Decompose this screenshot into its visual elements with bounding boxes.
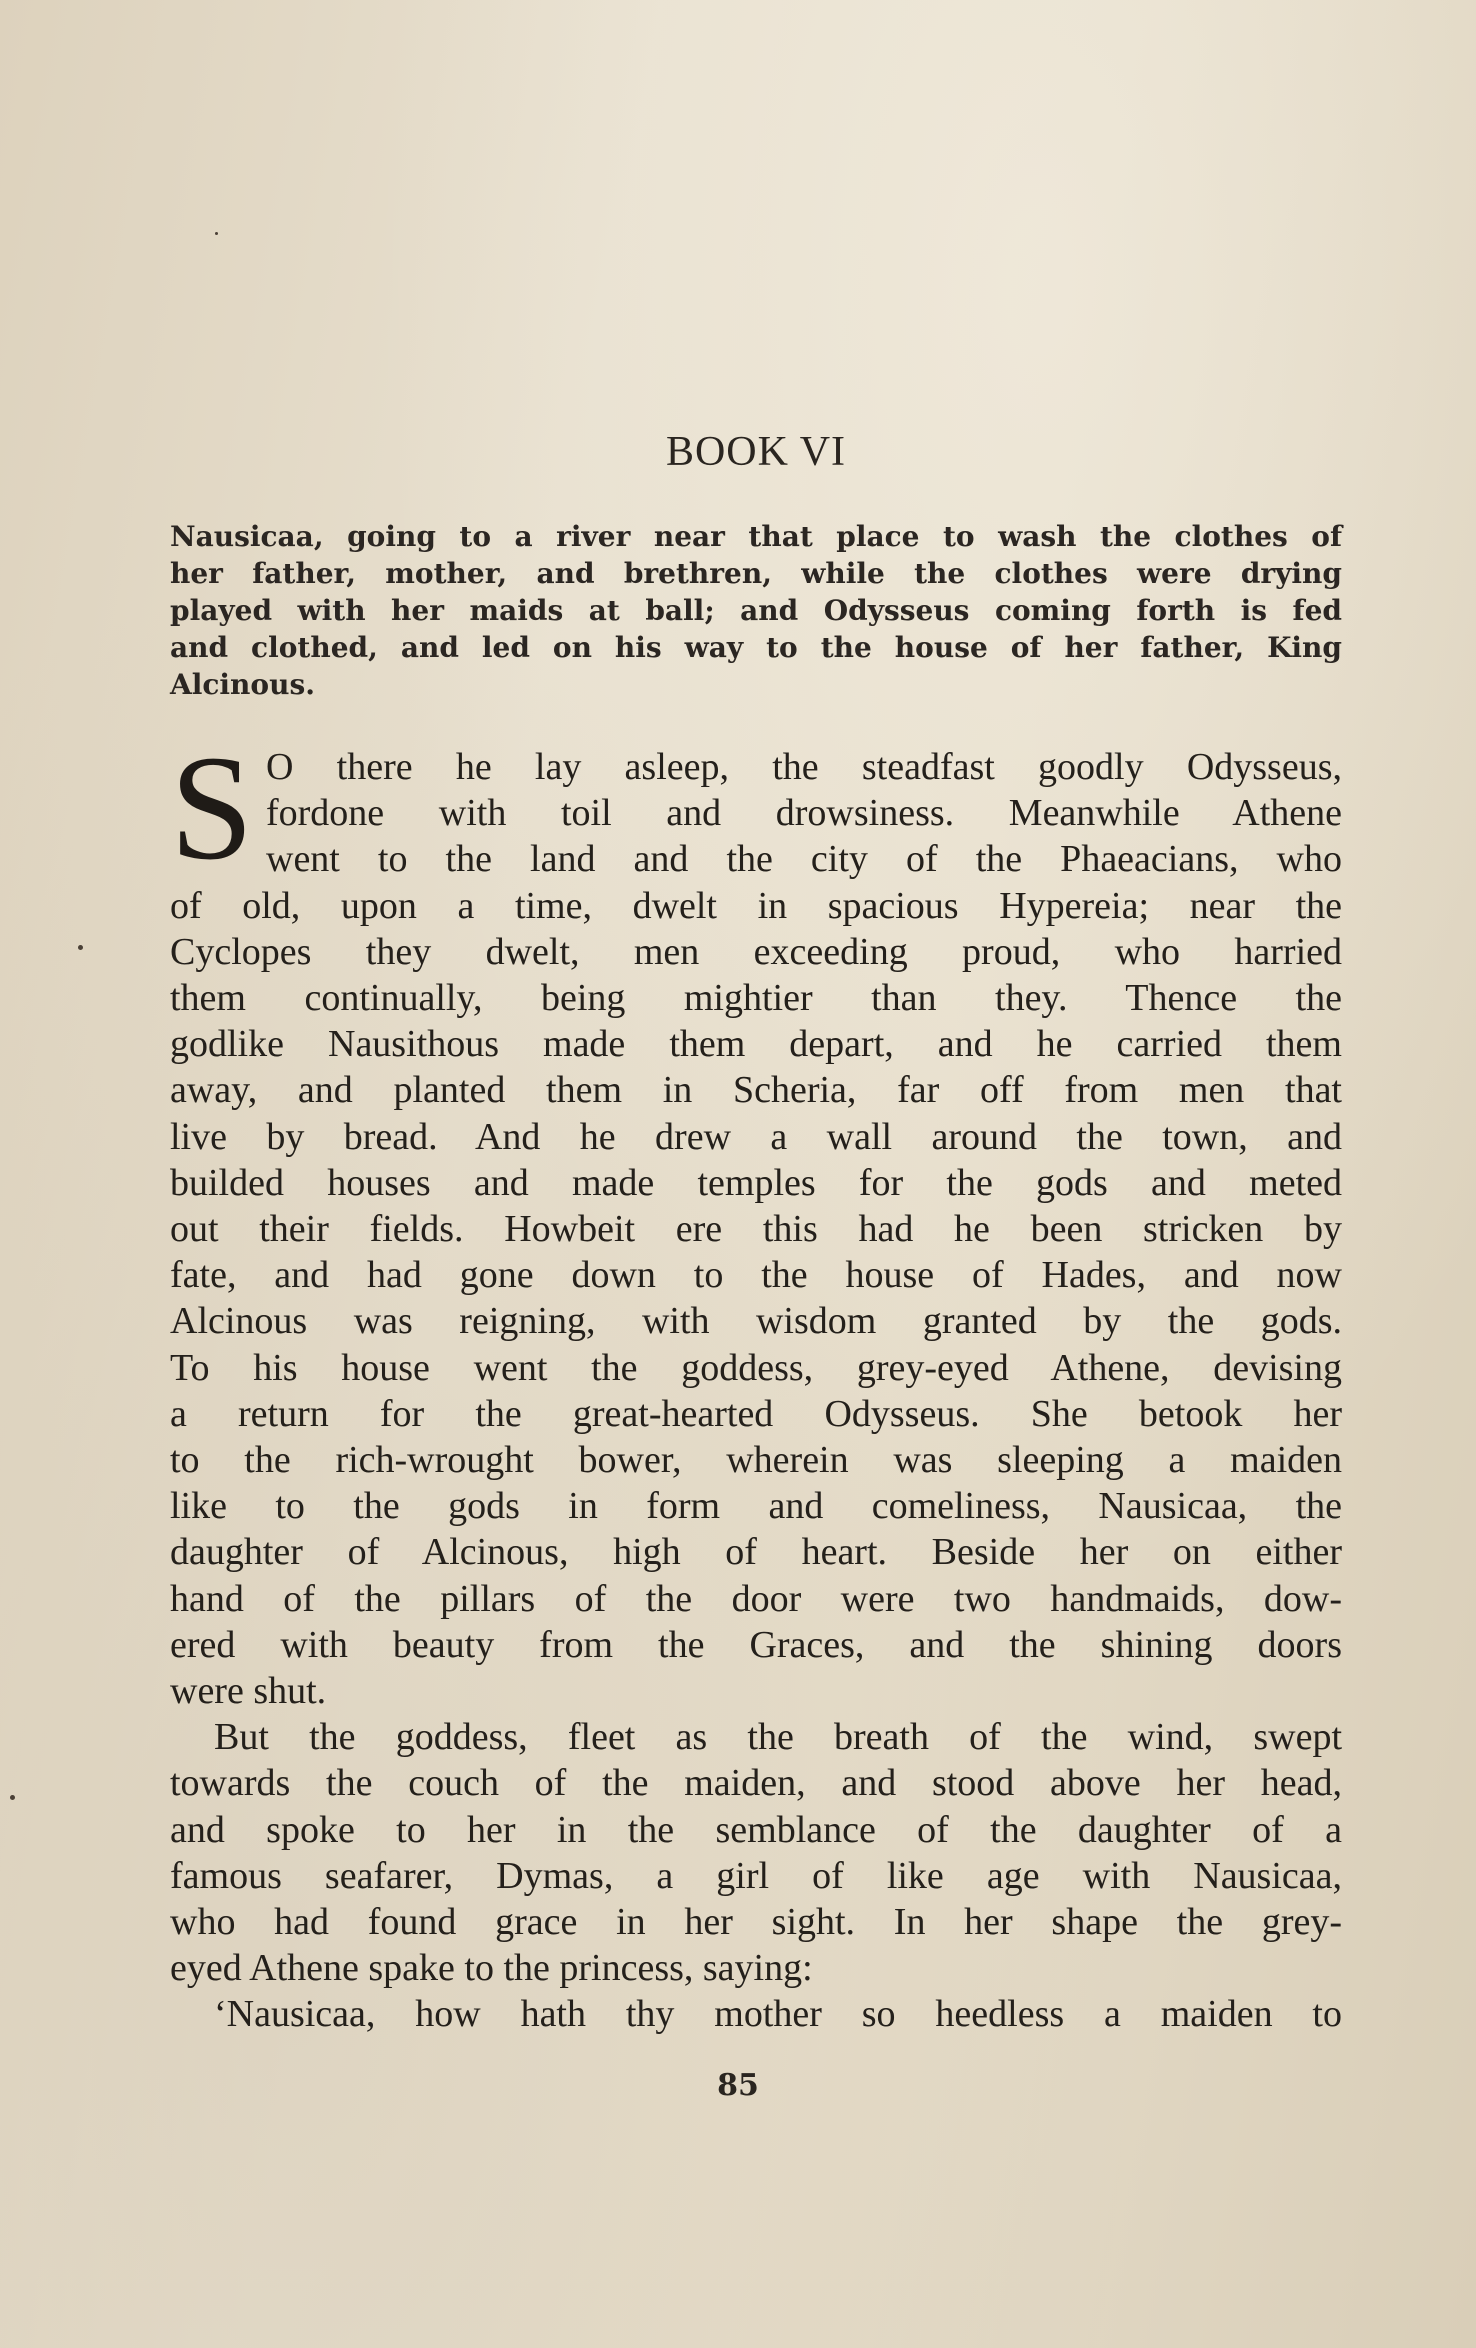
body-line: O there he lay asleep, the steadfast goodly Odysseus, [266,746,1342,788]
chapter-heading: BOOK VI [665,429,847,475]
body-line: Alcinous was reigning, with wisdom granted by the gods. [170,1300,1342,1343]
paper-speck [10,1795,15,1800]
argument-line: Nausicaa, going to a river near that place to wash the clothes of [170,520,1342,553]
body-line: ‘Nausicaa, how hath thy mother so heedless a maiden to [214,1993,1342,2036]
body-line: godlike Nausithous made them depart, and he carried them [170,1023,1342,1066]
argument-line: played with her maids at ball; and Odysseus coming forth is fed [170,594,1342,627]
page-number: 85 [717,2068,759,2103]
body-line: builded houses and made temples for the gods and meted [170,1161,1342,1204]
body-line: went to the land and the city of the Phaeacians, who [266,838,1342,881]
body-line: fate, and had gone down to the house of Hades, and now [170,1254,1342,1297]
body-line: of old, upon a time, dwelt in spacious Hypereia; near the [170,884,1342,927]
body-line: eyed Athene spake to the princess, saying: [170,1947,813,1990]
body-line: and spoke to her in the semblance of the daughter of a [170,1808,1342,1851]
body-line: live by bread. And he drew a wall around the town, and [170,1115,1342,1158]
argument-line: and clothed, and led on his way to the house of her father, King [170,631,1342,664]
body-line: ered with beauty from the Graces, and the shining doors [170,1623,1342,1666]
body-line: famous seafarer, Dymas, a girl of like age with Nausicaa, [170,1854,1342,1897]
drop-cap: S [170,725,254,891]
body-line: towards the couch of the maiden, and stood above her head, [170,1762,1342,1805]
body-line: like to the gods in form and comeliness, Nausicaa, the [170,1485,1342,1528]
body-line: were shut. [170,1670,327,1713]
body-line: out their fields. Howbeit ere this had he been stricken by [170,1208,1342,1251]
paper-speck [78,945,83,950]
body-line: to the rich-wrought bower, wherein was sleeping a maiden [170,1439,1342,1482]
body-line: daughter of Alcinous, high of heart. Beside her on either [170,1531,1342,1574]
body-text [170,744,1342,2038]
body-line: away, and planted them in Scheria, far off from men that [170,1069,1342,1112]
body-line: who had found grace in her sight. In her shape the grey- [170,1901,1342,1944]
body-line: But the goddess, fleet as the breath of the wind, swept [214,1716,1342,1759]
body-line: them continually, being mightier than they. Thence the [170,977,1342,1020]
body-line: To his house went the goddess, grey-eyed Athene, devising [170,1346,1342,1389]
body-line: hand of the pillars of the door were two handmaids, dow- [170,1577,1342,1620]
body-line: fordone with toil and drowsiness. Meanwhile Athene [266,792,1342,835]
paper-speck [215,232,218,235]
argument-line: Alcinous. [170,668,315,701]
body-line: a return for the great-hearted Odysseus. She betook her [170,1392,1342,1435]
chapter-argument [170,518,1342,703]
argument-line: her father, mother, and brethren, while the clothes were drying [170,557,1342,590]
body-line: Cyclopes they dwelt, men exceeding proud, who harried [170,930,1342,973]
